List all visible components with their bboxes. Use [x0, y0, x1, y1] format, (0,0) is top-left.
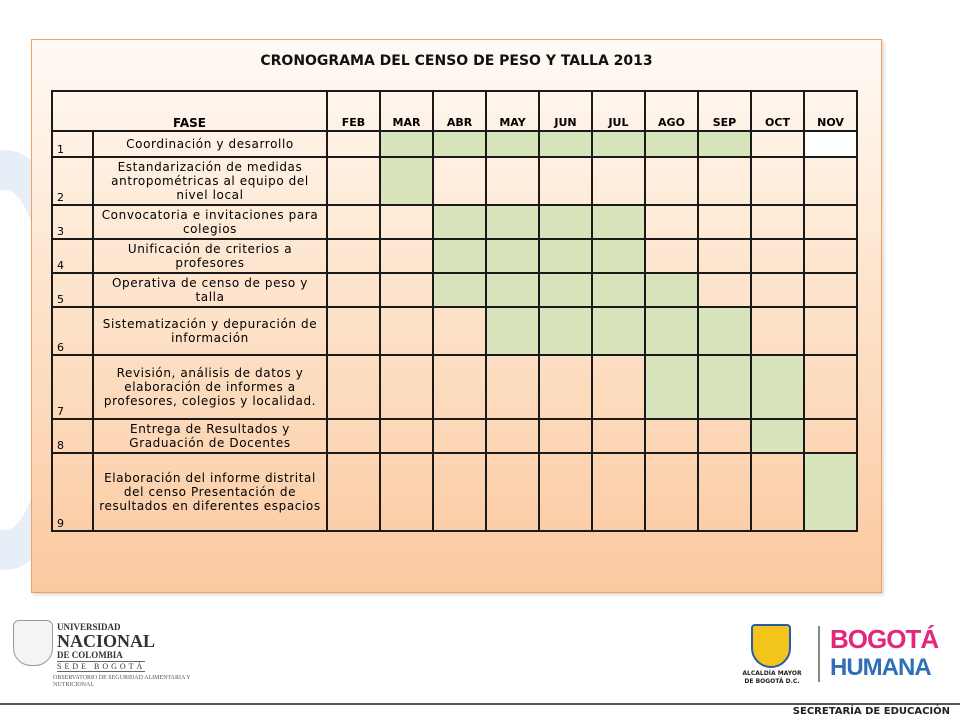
month-header: FEB	[327, 91, 380, 131]
phase-number: 4	[52, 239, 93, 273]
schedule-cell	[327, 273, 380, 307]
schedule-cell	[645, 157, 698, 205]
unal-line4: SEDE BOGOTÁ	[57, 662, 146, 671]
schedule-cell	[539, 273, 592, 307]
schedule-cell	[751, 419, 804, 453]
bogota-shield-icon	[751, 624, 791, 668]
schedule-cell	[433, 205, 486, 239]
phase-description: Convocatoria e invitaciones para colegios	[93, 205, 327, 239]
schedule-cell	[751, 273, 804, 307]
unal-line5: OBSERVATORIO DE SEGURIDAD ALIMENTARIA Y NUTRICIONAL	[53, 675, 191, 688]
schedule-cell	[327, 307, 380, 355]
month-header: NOV	[804, 91, 857, 131]
schedule-cell	[380, 307, 433, 355]
schedule-cell	[592, 239, 645, 273]
schedule-cell	[539, 419, 592, 453]
schedule-cell	[804, 157, 857, 205]
month-header: AGO	[645, 91, 698, 131]
schedule-cell	[433, 239, 486, 273]
phase-header: FASE	[52, 91, 327, 131]
schedule-cell	[433, 419, 486, 453]
phase-description: Revisión, análisis de datos y elaboración de informes a profesores, colegios y localidad.	[93, 355, 327, 419]
schedule-cell	[751, 205, 804, 239]
schedule-table	[51, 90, 858, 532]
schedule-cell	[645, 453, 698, 531]
footer-divider	[0, 703, 960, 705]
schedule-cell	[327, 419, 380, 453]
schedule-cell	[698, 273, 751, 307]
phase-row	[52, 131, 857, 157]
phase-row	[52, 239, 857, 273]
schedule-cell	[486, 157, 539, 205]
bogota-logo-top: BOGOTÁ	[830, 624, 939, 654]
schedule-cell	[751, 131, 804, 157]
phase-description: Unificación de criterios a profesores	[93, 239, 327, 273]
phase-row	[52, 205, 857, 239]
phase-row	[52, 307, 857, 355]
schedule-cell	[486, 239, 539, 273]
schedule-cell	[539, 453, 592, 531]
phase-number: 7	[52, 355, 93, 419]
month-header: JUN	[539, 91, 592, 131]
schedule-cell	[327, 131, 380, 157]
phase-description: Estandarización de medidas antropométricas al equipo del nivel local	[93, 157, 327, 205]
schedule-cell	[698, 453, 751, 531]
schedule-cell	[486, 355, 539, 419]
alcaldia-label: ALCALDÍA MAYOR DE BOGOTÁ D.C.	[742, 670, 802, 685]
schedule-cell	[380, 419, 433, 453]
phase-row	[52, 157, 857, 205]
schedule-cell	[380, 239, 433, 273]
schedule-cell	[433, 273, 486, 307]
schedule-cell	[539, 131, 592, 157]
phase-row	[52, 419, 857, 453]
schedule-cell	[698, 157, 751, 205]
phase-number: 3	[52, 205, 93, 239]
phase-description: Entrega de Resultados y Graduación de Docentes	[93, 419, 327, 453]
schedule-cell	[804, 239, 857, 273]
schedule-cell	[592, 453, 645, 531]
schedule-cell	[645, 205, 698, 239]
schedule-cell	[327, 239, 380, 273]
unal-seal-icon	[13, 620, 53, 666]
schedule-cell	[380, 205, 433, 239]
phase-description: Elaboración del informe distrital del censo Presentación de resultados en diferentes espacios	[93, 453, 327, 531]
schedule-cell	[327, 157, 380, 205]
schedule-cell	[751, 453, 804, 531]
schedule-cell	[804, 355, 857, 419]
schedule-cell	[592, 355, 645, 419]
schedule-cell	[592, 419, 645, 453]
schedule-cell	[380, 355, 433, 419]
bogota-logo-bottom: HUMANA	[830, 654, 931, 681]
phase-number: 9	[52, 453, 93, 531]
unal-logo	[13, 620, 213, 690]
schedule-cell	[804, 273, 857, 307]
schedule-cell	[433, 131, 486, 157]
schedule-cell	[327, 453, 380, 531]
schedule-cell	[539, 205, 592, 239]
schedule-cell	[698, 239, 751, 273]
phase-number: 8	[52, 419, 93, 453]
schedule-cell	[804, 131, 857, 157]
unal-line3: DE COLOMBIA	[57, 650, 123, 660]
schedule-cell	[433, 453, 486, 531]
schedule-cell	[380, 131, 433, 157]
secretaria-label: SECRETARÍA DE EDUCACIÓN	[792, 706, 950, 717]
schedule-cell	[486, 205, 539, 239]
phase-number: 2	[52, 157, 93, 205]
schedule-cell	[539, 307, 592, 355]
schedule-cell	[698, 355, 751, 419]
schedule-cell	[592, 205, 645, 239]
schedule-cell	[592, 273, 645, 307]
schedule-cell	[751, 157, 804, 205]
schedule-cell	[592, 307, 645, 355]
schedule-cell	[539, 239, 592, 273]
phase-rows	[52, 131, 857, 531]
unal-line2: NACIONAL	[57, 631, 156, 651]
schedule-cell	[327, 355, 380, 419]
month-header: ABR	[433, 91, 486, 131]
schedule-cell	[486, 307, 539, 355]
phase-number: 5	[52, 273, 93, 307]
schedule-cell	[804, 453, 857, 531]
schedule-cell	[486, 273, 539, 307]
schedule-cell	[804, 419, 857, 453]
schedule-panel	[31, 39, 882, 593]
schedule-cell	[698, 131, 751, 157]
phase-row	[52, 453, 857, 531]
schedule-cell	[486, 419, 539, 453]
phase-number: 6	[52, 307, 93, 355]
month-header: OCT	[751, 91, 804, 131]
month-header: SEP	[698, 91, 751, 131]
schedule-cell	[698, 419, 751, 453]
schedule-cell	[645, 131, 698, 157]
phase-description: Operativa de censo de peso y talla	[93, 273, 327, 307]
schedule-cell	[751, 355, 804, 419]
schedule-cell	[380, 453, 433, 531]
unal-line1: UNIVERSIDAD	[57, 622, 121, 632]
schedule-cell	[698, 205, 751, 239]
schedule-cell	[645, 239, 698, 273]
schedule-cell	[327, 205, 380, 239]
schedule-cell	[433, 355, 486, 419]
schedule-cell	[751, 307, 804, 355]
month-header: JUL	[592, 91, 645, 131]
schedule-cell	[645, 273, 698, 307]
schedule-cell	[539, 157, 592, 205]
schedule-cell	[804, 307, 857, 355]
month-header: MAR	[380, 91, 433, 131]
schedule-cell	[486, 453, 539, 531]
schedule-cell	[539, 355, 592, 419]
month-header: MAY	[486, 91, 539, 131]
schedule-cell	[433, 307, 486, 355]
logo-divider	[818, 626, 820, 682]
phase-description: Coordinación y desarrollo	[93, 131, 327, 157]
schedule-cell	[698, 307, 751, 355]
phase-row	[52, 273, 857, 307]
schedule-cell	[592, 157, 645, 205]
schedule-cell	[645, 307, 698, 355]
header-row	[52, 91, 857, 131]
schedule-cell	[751, 239, 804, 273]
phase-number: 1	[52, 131, 93, 157]
schedule-title: CRONOGRAMA DEL CENSO DE PESO Y TALLA 2013	[260, 53, 653, 69]
schedule-cell	[645, 355, 698, 419]
schedule-cell	[592, 131, 645, 157]
schedule-cell	[486, 131, 539, 157]
schedule-cell	[380, 157, 433, 205]
schedule-cell	[380, 273, 433, 307]
phase-row	[52, 355, 857, 419]
schedule-cell	[433, 157, 486, 205]
phase-description: Sistematización y depuración de información	[93, 307, 327, 355]
schedule-cell	[645, 419, 698, 453]
schedule-cell	[804, 205, 857, 239]
